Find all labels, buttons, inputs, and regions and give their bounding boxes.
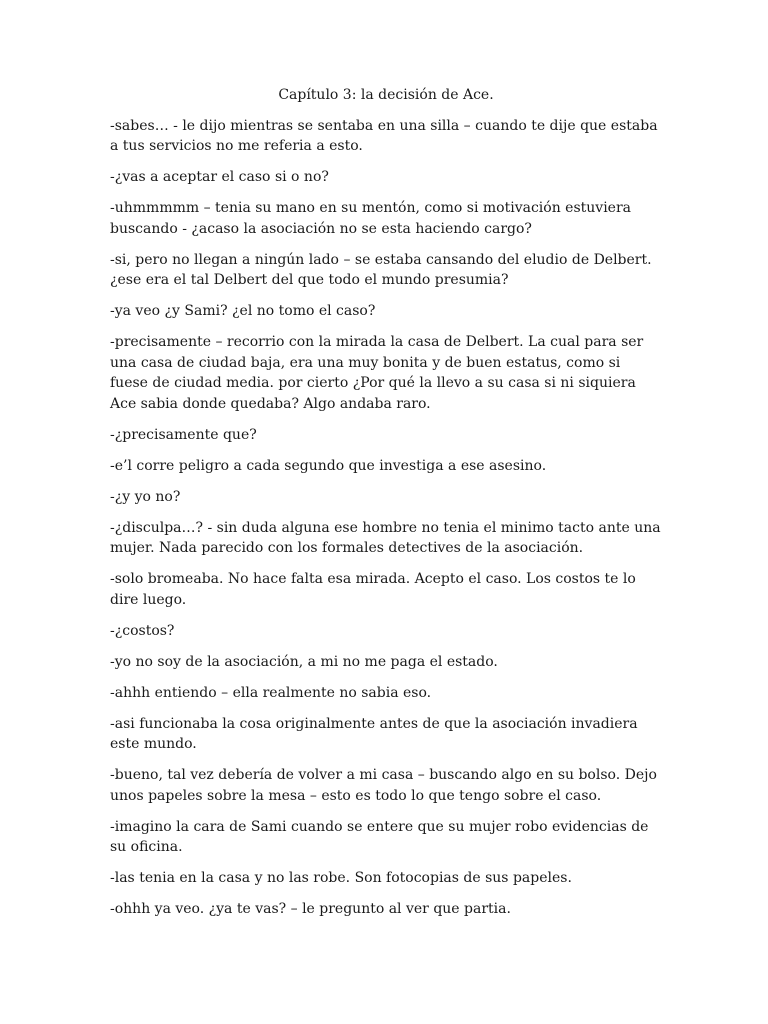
paragraph: -¿y yo no? [110, 488, 181, 505]
paragraph: -¿precisamente que? [110, 426, 257, 443]
paragraph: -solo bromeaba. No hace falta esa mirada. Acepto el caso. Los costos te lo dire luego. [110, 571, 636, 608]
paragraph: -yo no soy de la asociación, a mi no me paga el estado. [110, 653, 498, 670]
paragraph: -las tenia en la casa y no las robe. Son fotocopias de sus papeles. [110, 870, 572, 886]
paragraph: -e’l corre peligro a cada segundo que investiga a ese asesino. [110, 457, 547, 474]
paragraph: -sabes… - le dijo mientras se sentaba en una silla – cuando te dije que estaba a tus servicios no me referia a esto. [110, 117, 658, 154]
paragraph: -¿vas a aceptar el caso si o no? [110, 169, 329, 185]
paragraph: -uhmmmmm – tenia su mano en su mentón, como si motivación estuviera buscando - ¿acaso la asociación no se esta haciendo cargo? [110, 200, 632, 237]
paragraph: -ya veo ¿y Sami? ¿el no tomo el caso? [110, 303, 376, 319]
paragraph: -¿costos? [110, 622, 175, 639]
paragraph: -bueno, tal vez debería de volver a mi casa – buscando algo en su bolso. Dejo unos papeles sobre la mesa – esto es todo lo que tengo sobre el caso. [110, 767, 657, 804]
document-body [110, 85, 662, 930]
paragraph: -asi funcionaba la cosa originalmente antes de que la asociación invadiera este mundo. [110, 715, 638, 752]
paragraph: -¿disculpa…? - sin duda alguna ese hombre no tenia el minimo tacto ante una mujer. Nada parecido con los formales detectives de la asociación. [110, 519, 661, 556]
paragraph: -precisamente – recorrio con la mirada la casa de Delbert. La cual para ser una casa de ciudad baja, era una muy bonita y de buen estatus, como si fuese de ciudad media. por cierto ¿Por qué la llevo a su casa si ni siquiera Ace sabia donde quedaba? Algo andaba raro. [110, 334, 644, 412]
paragraph: -imagino la cara de Sami cuando se entere que su mujer robo evidencias de su oficina. [110, 818, 649, 855]
paragraph: -si, pero no llegan a ningún lado – se estaba cansando del eludio de Delbert. ¿ese era el tal Delbert del que todo el mundo presumia? [110, 251, 652, 288]
paragraph: -ahhh entiendo – ella realmente no sabia eso. [110, 684, 432, 701]
paragraph-list [110, 116, 662, 920]
chapter-title: Capítulo 3: la decisión de Ace. [278, 87, 494, 103]
paragraph: -ohhh ya veo. ¿ya te vas? – le pregunto al ver que partia. [110, 901, 511, 917]
